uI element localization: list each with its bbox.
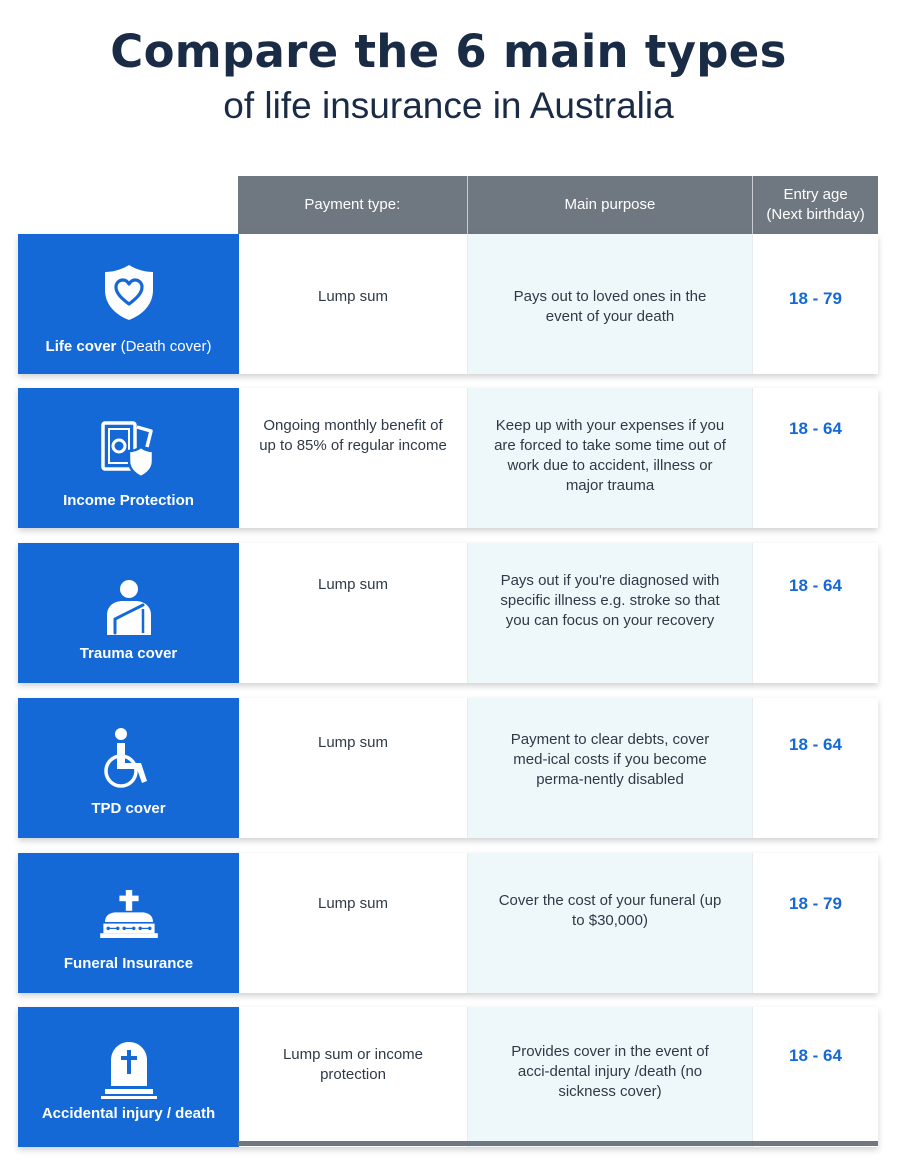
row-label-bold: Funeral Insurance bbox=[63, 955, 194, 972]
entry-age-cell bbox=[753, 234, 878, 374]
main-purpose-cell bbox=[468, 698, 753, 838]
payment-type-text: Lump sum bbox=[317, 288, 389, 305]
entry-age-text: 18 - 64 bbox=[789, 735, 842, 754]
entry-age-cell bbox=[753, 543, 878, 683]
entry-age-cell bbox=[753, 698, 878, 838]
entry-age-text: 18 - 79 bbox=[789, 894, 842, 913]
entry-age-text: 18 - 64 bbox=[789, 576, 842, 595]
table-row bbox=[18, 234, 878, 374]
header-payment-type: Payment type: bbox=[238, 176, 468, 234]
main-purpose-text: Keep up with your expenses if you are forced to take some time out of work due to accident, illness or major trauma bbox=[494, 417, 726, 494]
entry-age-cell bbox=[753, 388, 878, 528]
row-label-bold: Life cover bbox=[45, 338, 117, 355]
payment-type-cell bbox=[239, 543, 468, 683]
page-subtitle: of life insurance in Australia bbox=[223, 85, 674, 126]
main-purpose-text: Payment to clear debts, cover med-ical costs if you become perma-nently disabled bbox=[510, 731, 710, 788]
table-row bbox=[18, 1007, 878, 1147]
row-label-life-cover bbox=[18, 234, 239, 374]
main-purpose-cell bbox=[468, 853, 753, 993]
row-label-funeral-insurance bbox=[18, 853, 239, 993]
entry-age-text: 18 - 64 bbox=[789, 419, 842, 438]
row-label-text bbox=[18, 800, 239, 818]
payment-type-cell bbox=[239, 388, 468, 528]
row-label-text bbox=[18, 645, 239, 663]
payment-type-text: Lump sum bbox=[317, 734, 389, 751]
row-label-bold: Accidental injury / death bbox=[41, 1105, 216, 1122]
table-row bbox=[18, 853, 878, 993]
payment-type-text: Lump sum bbox=[317, 576, 389, 593]
row-label-accidental-injury-death bbox=[18, 1007, 239, 1147]
main-purpose-text: Pays out if you're diagnosed with specific illness e.g. stroke so that you can focus on your recovery bbox=[500, 572, 720, 629]
row-label-bold: Income Protection bbox=[63, 492, 194, 509]
injured-person-icon bbox=[97, 575, 161, 639]
row-label-bold: TPD cover bbox=[91, 800, 166, 817]
main-purpose-cell bbox=[468, 1007, 753, 1147]
entry-age-text: 18 - 64 bbox=[789, 1046, 842, 1065]
money-shield-icon bbox=[97, 417, 161, 481]
payment-type-text: Lump sum bbox=[317, 895, 389, 912]
payment-type-cell bbox=[239, 853, 468, 993]
entry-age-cell bbox=[753, 853, 878, 993]
row-label-income-protection bbox=[18, 388, 239, 528]
header-main-purpose: Main purpose bbox=[468, 176, 754, 234]
table-bottom-border bbox=[238, 1141, 878, 1146]
header-entry-age bbox=[753, 176, 878, 234]
row-label-text bbox=[18, 338, 239, 356]
header-entry-age-line1: Entry age bbox=[783, 186, 848, 203]
row-label-text bbox=[18, 955, 239, 973]
table-row bbox=[18, 698, 878, 838]
row-label-text bbox=[18, 1105, 239, 1123]
main-purpose-text: Cover the cost of your funeral (up to $30,000) bbox=[498, 892, 722, 929]
main-purpose-text: Provides cover in the event of acci-dental injury /death (no sickness cover) bbox=[511, 1043, 709, 1100]
row-label-bold: Trauma cover bbox=[79, 645, 178, 662]
entry-age-text: 18 - 79 bbox=[789, 289, 842, 308]
main-purpose-cell bbox=[468, 388, 753, 528]
header-entry-age-line2: (Next birthday) bbox=[766, 206, 865, 223]
payment-type-cell bbox=[239, 1007, 468, 1147]
row-label-text bbox=[18, 492, 239, 510]
payment-type-text: Ongoing monthly benefit of up to 85% of regular income bbox=[259, 417, 447, 454]
payment-type-text: Lump sum or income protection bbox=[282, 1046, 424, 1083]
tombstone-icon bbox=[97, 1036, 161, 1100]
page-title: Compare the 6 main types bbox=[110, 25, 787, 78]
main-purpose-cell bbox=[468, 543, 753, 683]
coffin-cross-icon bbox=[97, 882, 161, 946]
table-header bbox=[238, 176, 878, 234]
payment-type-cell bbox=[239, 234, 468, 374]
table-row bbox=[18, 388, 878, 528]
page-title-block bbox=[0, 24, 897, 134]
wheelchair-icon bbox=[97, 727, 161, 791]
payment-type-cell bbox=[239, 698, 468, 838]
entry-age-cell bbox=[753, 1007, 878, 1147]
main-purpose-text: Pays out to loved ones in the event of your death bbox=[513, 288, 707, 325]
row-label-tpd-cover bbox=[18, 698, 239, 838]
heart-shield-icon bbox=[97, 260, 161, 324]
main-purpose-cell bbox=[468, 234, 753, 374]
row-label-trauma-cover bbox=[18, 543, 239, 683]
row-label-rest: (Death cover) bbox=[116, 338, 212, 355]
table-row bbox=[18, 543, 878, 683]
